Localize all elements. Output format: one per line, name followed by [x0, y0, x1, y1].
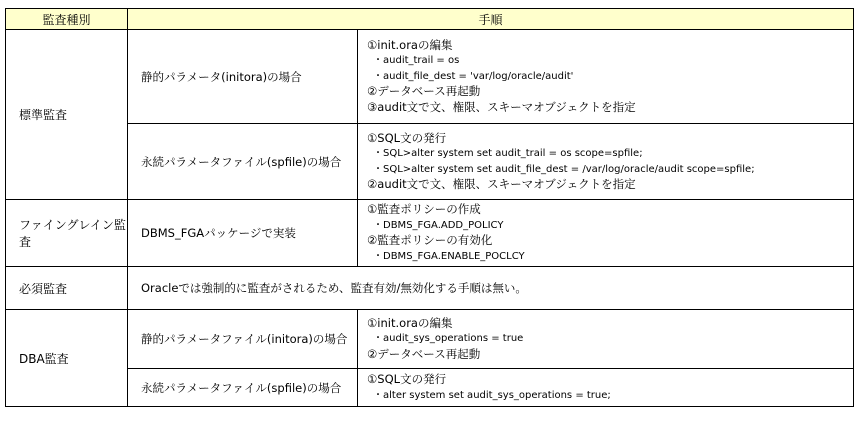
table-row	[6, 200, 854, 267]
step-detail: ・alter system set audit_sys_operations = true;	[373, 389, 611, 401]
audit-procedure-table	[5, 8, 854, 407]
procedure-steps	[358, 310, 854, 369]
audit-type-standard: 標準監査	[6, 30, 128, 200]
step-item: ①SQL文の発行	[367, 372, 447, 386]
table-row	[6, 369, 854, 407]
table-row	[6, 30, 854, 124]
case-label: 永続パラメータファイル(spfile)の場合	[128, 124, 358, 200]
step-item: ②データベース再起動	[367, 346, 481, 361]
step-detail: ・audit_sys_operations = true	[373, 333, 524, 345]
step-item: ②audit文で文、権限、スキーマオブジェクトを指定	[367, 177, 636, 191]
step-detail: ・SQL>alter system set audit_file_dest = /var/log/oracle/audit scope=spfile;	[373, 163, 755, 175]
header-row	[6, 9, 854, 30]
step-detail: ・DBMS_FGA.ADD_POLICY	[373, 219, 504, 231]
step-item: ②データベース再起動	[367, 84, 481, 99]
procedure-steps	[358, 124, 854, 200]
step-item: ③audit文で文、権限、スキーマオブジェクトを指定	[367, 99, 636, 114]
step-detail: ・audit_file_dest = 'var/log/oracle/audit'	[373, 70, 574, 82]
procedure-steps	[358, 200, 854, 267]
header-procedure: 手順	[128, 9, 854, 30]
case-label: 静的パラメータ(initora)の場合	[128, 30, 358, 124]
header-audit-type: 監査種別	[6, 9, 128, 30]
step-detail: ・audit_trail = os	[373, 55, 460, 67]
step-item: ①監査ポリシーの作成	[367, 202, 481, 216]
step-item: ①SQL文の発行	[367, 130, 447, 145]
case-label: 静的パラメータファイル(initora)の場合	[128, 310, 358, 369]
mandatory-note: Oracleでは強制的に監査がされるため、監査有効/無効化する手順は無い。	[128, 267, 854, 310]
table-row	[6, 267, 854, 310]
audit-type-mandatory: 必須監査	[6, 267, 128, 310]
procedure-steps	[358, 30, 854, 124]
step-item: ②監査ポリシーの有効化	[367, 233, 493, 247]
table-row	[6, 310, 854, 369]
table-row	[6, 124, 854, 200]
audit-type-fga: ファイングレイン監査	[6, 200, 128, 267]
audit-type-dba: DBA監査	[6, 310, 128, 407]
step-detail: ・SQL>alter system set audit_trail = os scope=spfile;	[373, 148, 643, 159]
procedure-steps	[358, 369, 854, 407]
case-label: DBMS_FGAパッケージで実装	[128, 200, 358, 267]
case-label: 永続パラメータファイル(spfile)の場合	[128, 369, 358, 407]
step-detail: ・DBMS_FGA.ENABLE_POCLCY	[373, 250, 525, 262]
step-item: ①init.oraの編集	[367, 37, 453, 52]
step-item: ①init.oraの編集	[367, 315, 453, 330]
